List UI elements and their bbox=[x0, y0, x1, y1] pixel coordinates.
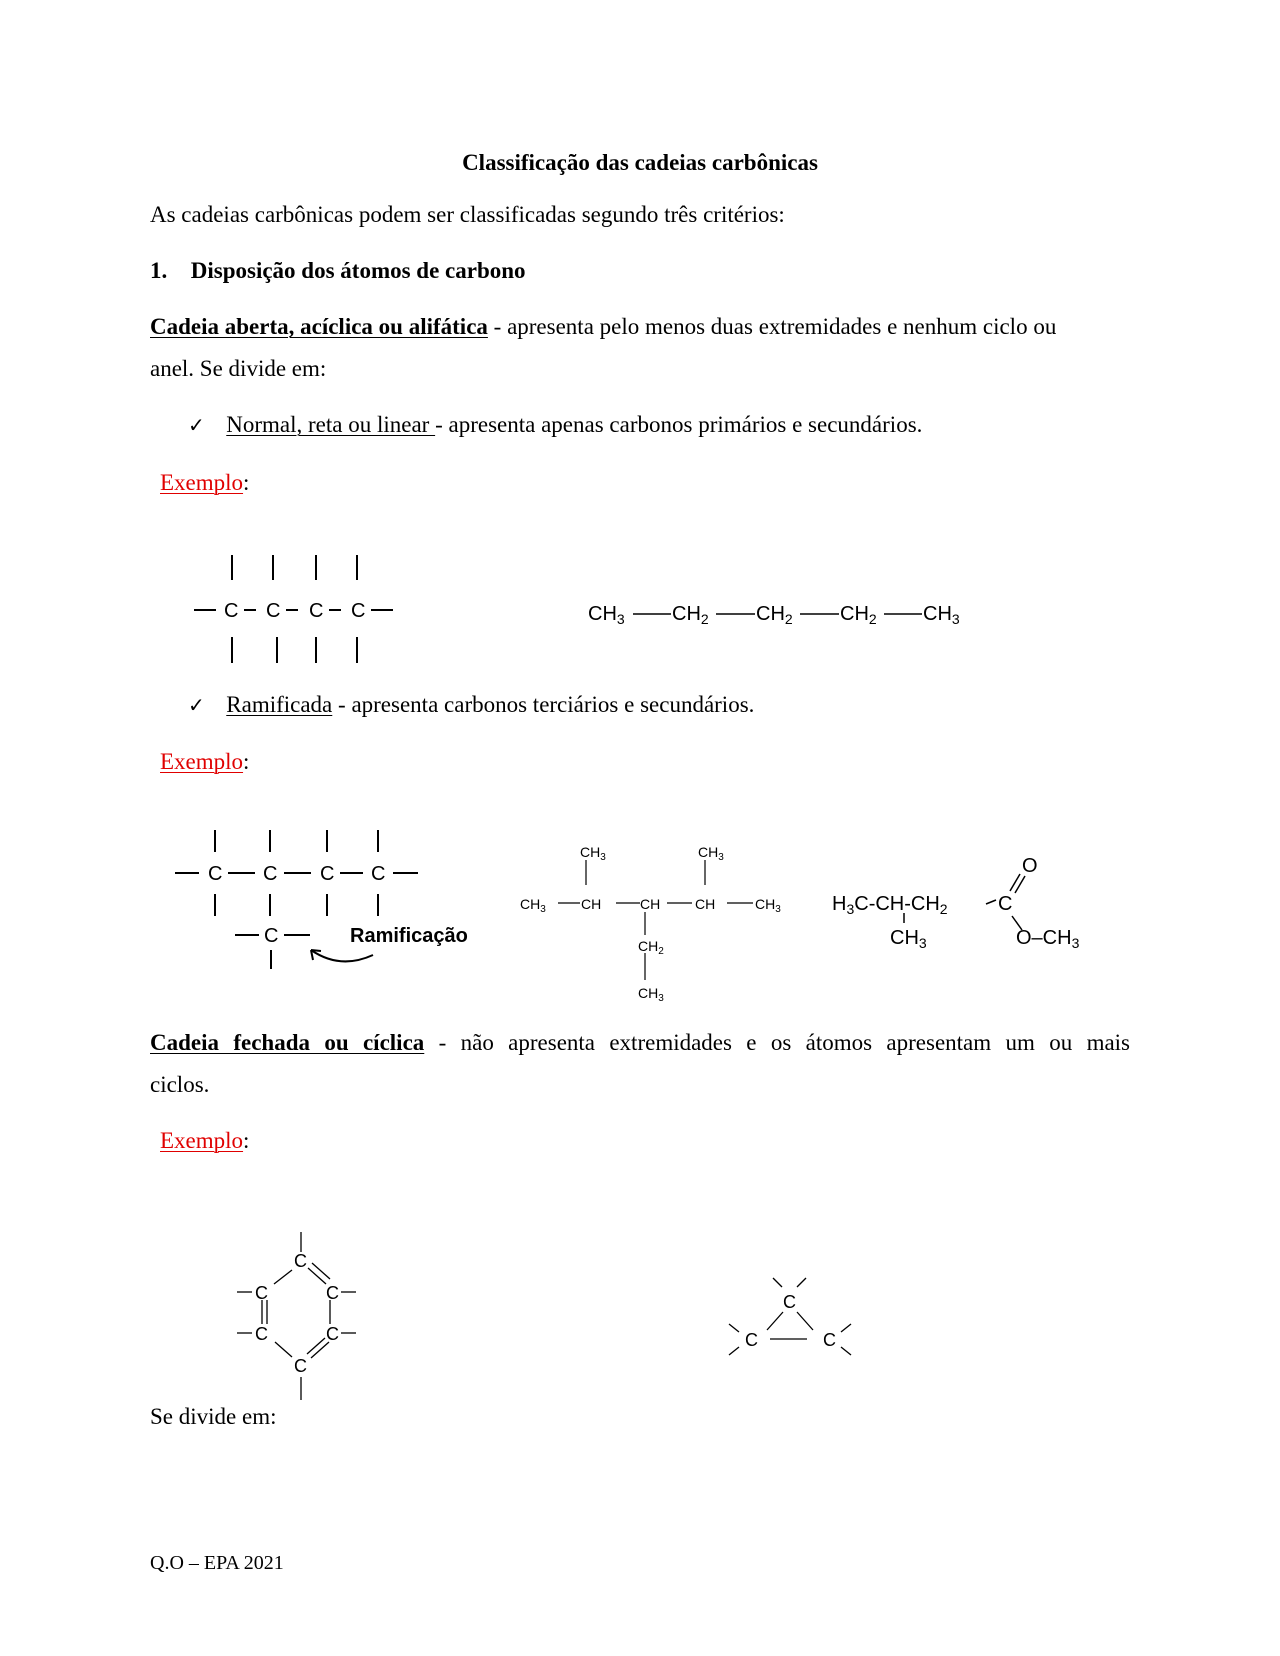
ch2-group: $CH_2$ bbox=[672, 603, 709, 627]
carbon-atom: C bbox=[309, 600, 324, 622]
page-footer: Q.O – EPA 2021 bbox=[150, 1552, 284, 1574]
ch3-group: $CH_3$ bbox=[580, 844, 606, 863]
bullet-ramificada bbox=[188, 684, 1088, 726]
carbon-atom: C bbox=[320, 863, 335, 885]
ch3-group: $CH_3$ bbox=[755, 896, 781, 915]
carbon-atom: C bbox=[294, 1251, 307, 1271]
ch3-group: $CH_3$ bbox=[638, 985, 664, 1004]
cyclopropane-diagram bbox=[725, 1278, 855, 1363]
example-label-3 bbox=[160, 1120, 1140, 1162]
carbon-atom: C bbox=[745, 1330, 758, 1350]
benzene-ring-diagram bbox=[232, 1232, 372, 1407]
section-number: 1. bbox=[150, 258, 168, 283]
carbon-atom: C bbox=[255, 1324, 268, 1344]
branched-alkane-formula bbox=[520, 840, 800, 1015]
linear-chain-diagram bbox=[190, 555, 410, 670]
ch3-group: $CH_3$ bbox=[890, 927, 927, 951]
ch2-group: $CH_2$ bbox=[840, 603, 877, 627]
carbonyl-carbon: C bbox=[998, 893, 1013, 915]
example-colon: : bbox=[243, 470, 250, 495]
bullet-normal bbox=[188, 404, 1088, 446]
carbon-atom: C bbox=[255, 1283, 268, 1303]
oxygen-atom: O bbox=[1022, 855, 1038, 877]
se-divide-text: Se divide em: bbox=[150, 1404, 277, 1429]
checkmark-icon: ✓ bbox=[188, 693, 205, 717]
example-label-1 bbox=[160, 462, 1140, 504]
closed-chain-desc-1: - não apresenta extremidades e os átomos apresentam um ou mais bbox=[424, 1030, 1131, 1055]
ramificada-desc: - apresenta carbonos terciários e secundários. bbox=[332, 692, 755, 717]
carbon-atom: C bbox=[371, 863, 386, 885]
ch3-group: $CH_3$ bbox=[520, 896, 546, 915]
branched-chain-diagram bbox=[175, 830, 495, 965]
example-colon: : bbox=[243, 1128, 250, 1153]
carbon-atom: C bbox=[264, 925, 279, 947]
pentane-formula bbox=[585, 592, 985, 627]
section-title: Disposição dos átomos de carbono bbox=[190, 258, 526, 283]
example-colon: : bbox=[243, 749, 250, 774]
ch3-group: $CH_3$ bbox=[588, 603, 625, 627]
ch2-group: $CH_2$ bbox=[756, 603, 793, 627]
example-word: Exemplo bbox=[160, 749, 244, 774]
ch3-group: $CH_3$ bbox=[923, 603, 960, 627]
carbon-atom: C bbox=[208, 863, 223, 885]
carbon-atom: C bbox=[326, 1324, 339, 1344]
ch-group: CH bbox=[695, 896, 716, 912]
ester-formula bbox=[832, 848, 1112, 958]
ch2-group: $CH_2$ bbox=[638, 938, 664, 957]
ramificada-term: Ramificada bbox=[226, 692, 333, 717]
branch-label: Ramificação bbox=[350, 925, 468, 947]
example-word: Exemplo bbox=[160, 470, 244, 495]
section-heading bbox=[150, 250, 1130, 292]
page-title: Classificação das cadeias carbônicas bbox=[462, 150, 818, 175]
ester-chain: $H_3C-CH-CH_2$ bbox=[832, 893, 948, 917]
carbon-atom: C bbox=[266, 600, 281, 622]
example-label-2 bbox=[160, 741, 1140, 783]
carbon-atom: C bbox=[294, 1356, 307, 1376]
methoxy-group: $O-CH_3$ bbox=[1016, 927, 1080, 951]
ch-group: CH bbox=[581, 896, 602, 912]
open-chain-desc-1: - apresenta pelo menos duas extremidades e nenhum ciclo ou bbox=[487, 314, 1057, 339]
normal-desc: - apresenta apenas carbonos primários e secundários. bbox=[435, 412, 923, 437]
closed-chain-paragraph bbox=[150, 1022, 1130, 1106]
carbon-atom: C bbox=[224, 600, 239, 622]
carbon-atom: C bbox=[351, 600, 366, 622]
normal-term: Normal, reta ou linear bbox=[226, 412, 436, 437]
carbon-atom: C bbox=[783, 1292, 796, 1312]
ch-group: CH bbox=[640, 896, 661, 912]
checkmark-icon: ✓ bbox=[188, 413, 205, 437]
closed-chain-desc-2: ciclos. bbox=[150, 1072, 210, 1097]
open-chain-term: Cadeia aberta, acíclica ou alifática bbox=[150, 314, 488, 339]
ch3-group: $CH_3$ bbox=[698, 844, 724, 863]
open-chain-desc-2: anel. Se divide em: bbox=[150, 356, 327, 381]
closed-chain-term: Cadeia fechada ou cíclica bbox=[150, 1030, 425, 1055]
carbon-atom: C bbox=[823, 1330, 836, 1350]
example-word: Exemplo bbox=[160, 1128, 244, 1153]
open-chain-paragraph bbox=[150, 306, 1130, 390]
intro-paragraph: As cadeias carbônicas podem ser classificadas segundo três critérios: bbox=[150, 202, 785, 227]
carbon-atom: C bbox=[326, 1283, 339, 1303]
carbon-atom: C bbox=[263, 863, 278, 885]
